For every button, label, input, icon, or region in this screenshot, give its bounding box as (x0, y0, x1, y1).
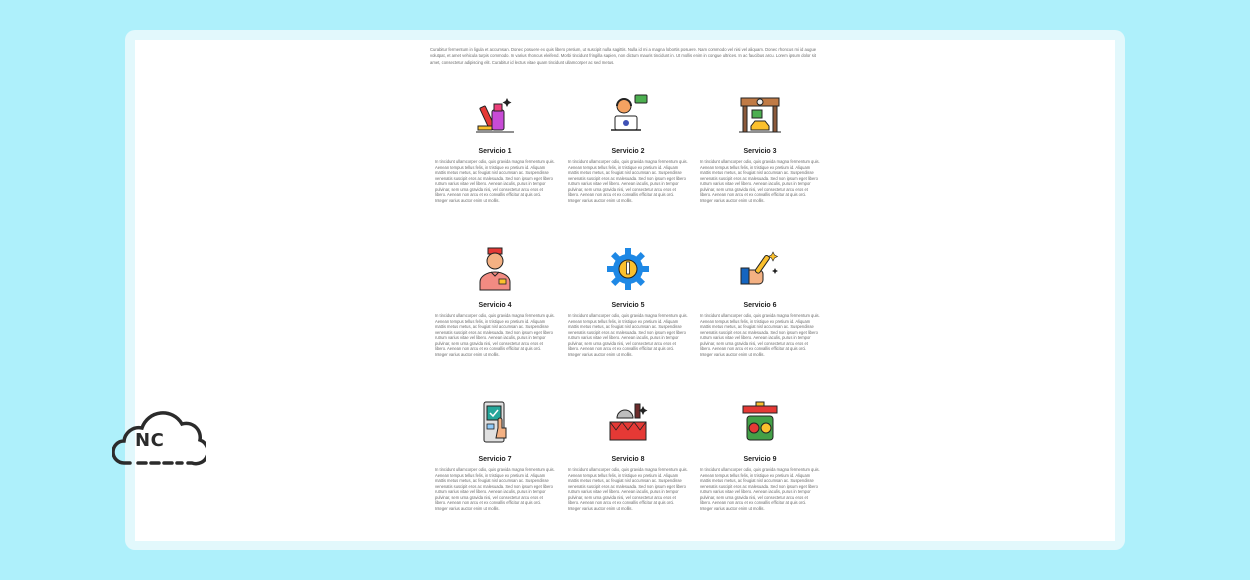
service-description: In tincidunt ullamcorper odio, quis gravida magna fermentum quis. Aenean tempus tellus felis, in tristique ex pretium id. Aliquam mattis metus metus, ac feugiat nisl accumsan ac. Suspendisse venenatis suscipit eros ac malesuada. Sed non ipsum eget libero rutrum varius vitae vel libero. Aenean iaculis, purus in tempor pulvinar, sem urna gravida nisi, vel consectetur arcu eros et libero. Aenean non arcu et ex convallis efficitur at quis orci. Integer varius auctor enim ut mollis. (568, 467, 688, 511)
service-title: Servicio 5 (611, 302, 645, 309)
service-description: In tincidunt ullamcorper odio, quis gravida magna fermentum quis. Aenean tempus tellus felis, in tristique ex pretium id. Aliquam mattis metus metus, ac feugiat nisl accumsan ac. Suspendisse venenatis suscipit eros ac malesuada. Sed non ipsum eget libero rutrum varius vitae vel libero. Aenean iaculis, purus in tempor pulvinar, sem urna gravida nisi, vel consectetur arcu eros et libero. Aenean non arcu et ex convallis efficitur at quis orci. Integer varius auctor enim ut mollis. (568, 313, 688, 357)
service-description: In tincidunt ullamcorper odio, quis gravida magna fermentum quis. Aenean tempus tellus felis, in tristique ex pretium id. Aliquam mattis metus metus, ac feugiat nisl accumsan ac. Suspendisse venenatis suscipit eros ac malesuada. Sed non ipsum eget libero rutrum varius vitae vel libero. Aenean iaculis, purus in tempor pulvinar, sem urna gravida nisi, vel consectetur arcu eros et libero. Aenean non arcu et ex convallis efficitur at quis orci. Integer varius auctor enim ut mollis. (700, 467, 820, 511)
hand-wrench-icon (737, 246, 783, 292)
web-page (135, 40, 1115, 541)
service-title: Servicio 2 (611, 148, 645, 155)
service-card-3 (700, 92, 820, 203)
service-title: Servicio 6 (743, 302, 777, 309)
car-wash-icon (737, 92, 783, 138)
logo-text: NC (135, 430, 165, 451)
service-card-5 (568, 246, 688, 357)
service-card-4 (435, 246, 555, 357)
service-description: In tincidunt ullamcorper odio, quis gravida magna fermentum quis. Aenean tempus tellus felis, in tristique ex pretium id. Aliquam mattis metus metus, ac feugiat nisl accumsan ac. Suspendisse venenatis suscipit eros ac malesuada. Sed non ipsum eget libero rutrum varius vitae vel libero. Aenean iaculis, purus in tempor pulvinar, sem urna gravida nisi, vel consectetur arcu eros et libero. Aenean non arcu et ex convallis efficitur at quis orci. Integer varius auctor enim ut mollis. (568, 159, 688, 203)
service-description: In tincidunt ullamcorper odio, quis gravida magna fermentum quis. Aenean tempus tellus felis, in tristique ex pretium id. Aliquam mattis metus metus, ac feugiat nisl accumsan ac. Suspendisse venenatis suscipit eros ac malesuada. Sed non ipsum eget libero rutrum varius vitae vel libero. Aenean iaculis, purus in tempor pulvinar, sem urna gravida nisi, vel consectetur arcu eros et libero. Aenean non arcu et ex convallis efficitur at quis orci. Integer varius auctor enim ut mollis. (700, 313, 820, 357)
service-title: Servicio 1 (478, 148, 512, 155)
dinner-table-icon (605, 400, 651, 446)
gear-wrench-icon (605, 246, 651, 292)
customer-support-agent-icon (605, 92, 651, 138)
service-description: In tincidunt ullamcorper odio, quis gravida magna fermentum quis. Aenean tempus tellus felis, in tristique ex pretium id. Aliquam mattis metus metus, ac feugiat nisl accumsan ac. Suspendisse venenatis suscipit eros ac malesuada. Sed non ipsum eget libero rutrum varius vitae vel libero. Aenean iaculis, purus in tempor pulvinar, sem urna gravida nisi, vel consectetur arcu eros et libero. Aenean non arcu et ex convallis efficitur at quis orci. Integer varius auctor enim ut mollis. (435, 159, 555, 203)
service-card-8 (568, 400, 688, 511)
service-title: Servicio 4 (478, 302, 512, 309)
service-card-9 (700, 400, 820, 511)
service-description: In tincidunt ullamcorper odio, quis gravida magna fermentum quis. Aenean tempus tellus felis, in tristique ex pretium id. Aliquam mattis metus metus, ac feugiat nisl accumsan ac. Suspendisse venenatis suscipit eros ac malesuada. Sed non ipsum eget libero rutrum varius vitae vel libero. Aenean iaculis, purus in tempor pulvinar, sem urna gravida nisi, vel consectetur arcu eros et libero. Aenean non arcu et ex convallis efficitur at quis orci. Integer varius auctor enim ut mollis. (435, 313, 555, 357)
service-description: In tincidunt ullamcorper odio, quis gravida magna fermentum quis. Aenean tempus tellus felis, in tristique ex pretium id. Aliquam mattis metus metus, ac feugiat nisl accumsan ac. Suspendisse venenatis suscipit eros ac malesuada. Sed non ipsum eget libero rutrum varius vitae vel libero. Aenean iaculis, purus in tempor pulvinar, sem urna gravida nisi, vel consectetur arcu eros et libero. Aenean non arcu et ex convallis efficitur at quis orci. Integer varius auctor enim ut mollis. (435, 467, 555, 511)
service-title: Servicio 8 (611, 456, 645, 463)
service-card-7 (435, 400, 555, 511)
intro-paragraph: Curabitur fermentum in ligula et accumsan. Donec posuere ex quis libero pretium, ut suscipit nulla sagittis. Nulla id mi a magna lobortis posuere. Nam commodo vel nisi vel aliquam. Donec rhoncus mi id augue volutpat, et amet vehicula turpis commodo. In varius rhoncus eleifend. Morbi tincidunt fringilla sapien, non dictum mauris tincidunt in. Ut mollis enim in congue ultrices. In ac faucibus arcu. Lorem ipsum dolor sit amet, consectetur adipiscing elit. Curabitur id lectus vitae quam tincidunt ullamcorper ac sed metus. (430, 47, 817, 65)
service-card-2 (568, 92, 688, 203)
service-description: In tincidunt ullamcorper odio, quis gravida magna fermentum quis. Aenean tempus tellus felis, in tristique ex pretium id. Aliquam mattis metus metus, ac feugiat nisl accumsan ac. Suspendisse venenatis suscipit eros ac malesuada. Sed non ipsum eget libero rutrum varius vitae vel libero. Aenean iaculis, purus in tempor pulvinar, sem urna gravida nisi, vel consectetur arcu eros et libero. Aenean non arcu et ex convallis efficitur at quis orci. Integer varius auctor enim ut mollis. (700, 159, 820, 203)
service-title: Servicio 9 (743, 456, 777, 463)
grocery-basket-icon (737, 400, 783, 446)
bellhop-staff-icon (472, 246, 518, 292)
cleaning-supplies-icon (472, 92, 518, 138)
touchscreen-kiosk-icon (472, 400, 518, 446)
service-card-6 (700, 246, 820, 357)
service-title: Servicio 7 (478, 456, 512, 463)
service-title: Servicio 3 (743, 148, 777, 155)
service-card-1 (435, 92, 555, 203)
